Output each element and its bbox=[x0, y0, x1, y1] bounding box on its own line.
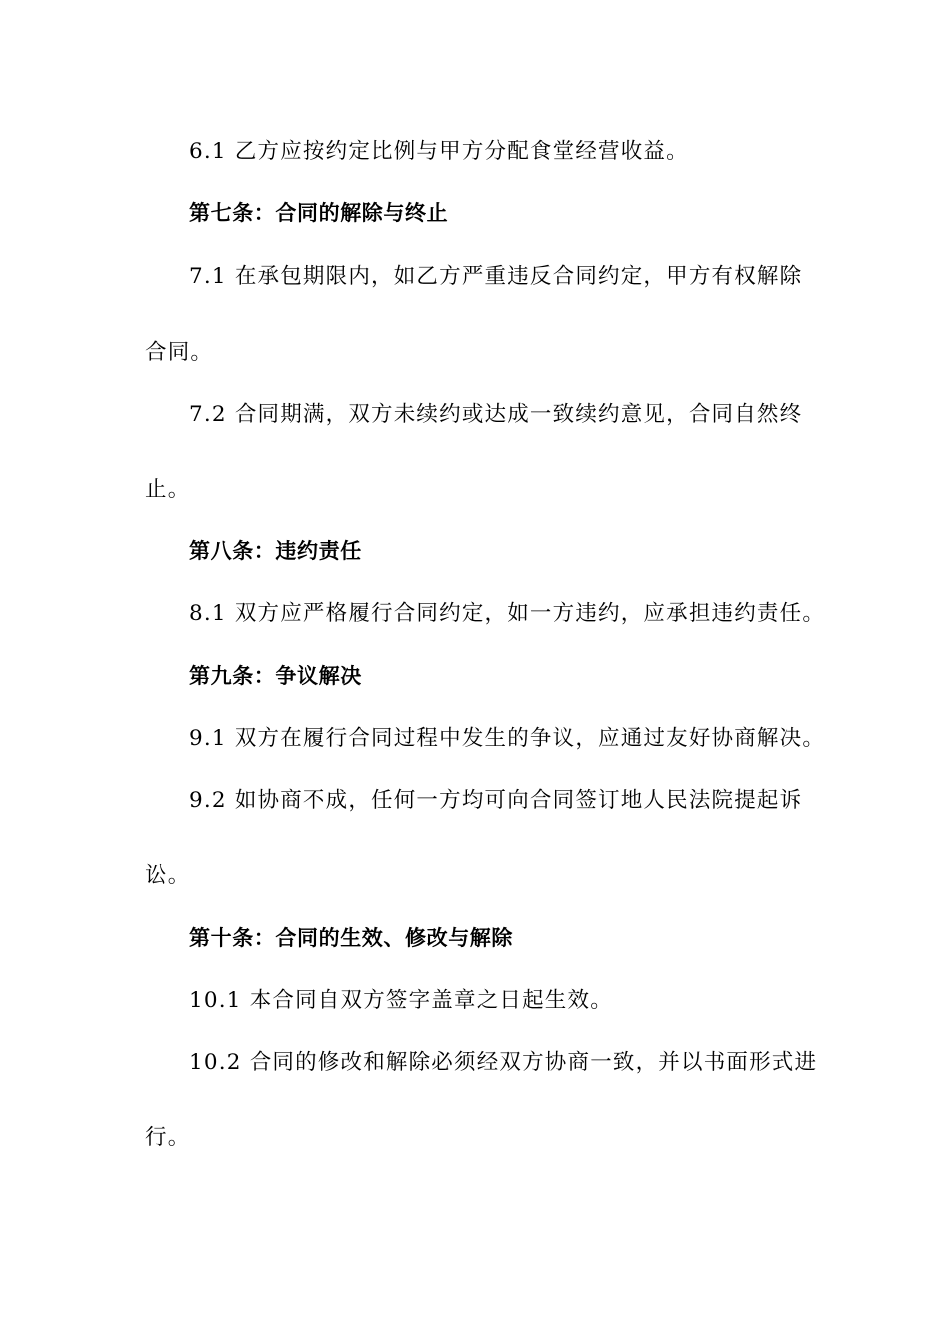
clause-7-2-line-1: 7.2 合同期满，双方未续约或达成一致续约意见，合同自然终 bbox=[189, 402, 803, 427]
clause-9-2-line-2: 讼。 bbox=[145, 863, 191, 888]
heading-article-8: 第八条：违约责任 bbox=[189, 539, 362, 563]
heading-article-9: 第九条：争议解决 bbox=[189, 664, 362, 688]
clause-10-2-line-2: 行。 bbox=[145, 1125, 191, 1150]
clause-10-2-line-1: 10.2 合同的修改和解除必须经双方协商一致，并以书面形式进 bbox=[189, 1050, 818, 1075]
clause-7-1-line-2: 合同。 bbox=[145, 340, 214, 365]
clause-9-2-line-1: 9.2 如协商不成，任何一方均可向合同签订地人民法院提起诉 bbox=[189, 788, 803, 813]
clause-8-1: 8.1 双方应严格履行合同约定，如一方违约，应承担违约责任。 bbox=[189, 601, 826, 626]
clause-6-1: 6.1 乙方应按约定比例与甲方分配食堂经营收益。 bbox=[189, 139, 689, 164]
clause-7-1-line-1: 7.1 在承包期限内，如乙方严重违反合同约定，甲方有权解除 bbox=[189, 264, 803, 289]
clause-9-1: 9.1 双方在履行合同过程中发生的争议，应通过友好协商解决。 bbox=[189, 726, 826, 751]
clause-7-2-line-2: 止。 bbox=[145, 477, 191, 502]
heading-article-7: 第七条：合同的解除与终止 bbox=[189, 201, 449, 225]
heading-article-10: 第十条：合同的生效、修改与解除 bbox=[189, 926, 513, 950]
clause-10-1: 10.1 本合同自双方签字盖章之日起生效。 bbox=[189, 988, 613, 1013]
